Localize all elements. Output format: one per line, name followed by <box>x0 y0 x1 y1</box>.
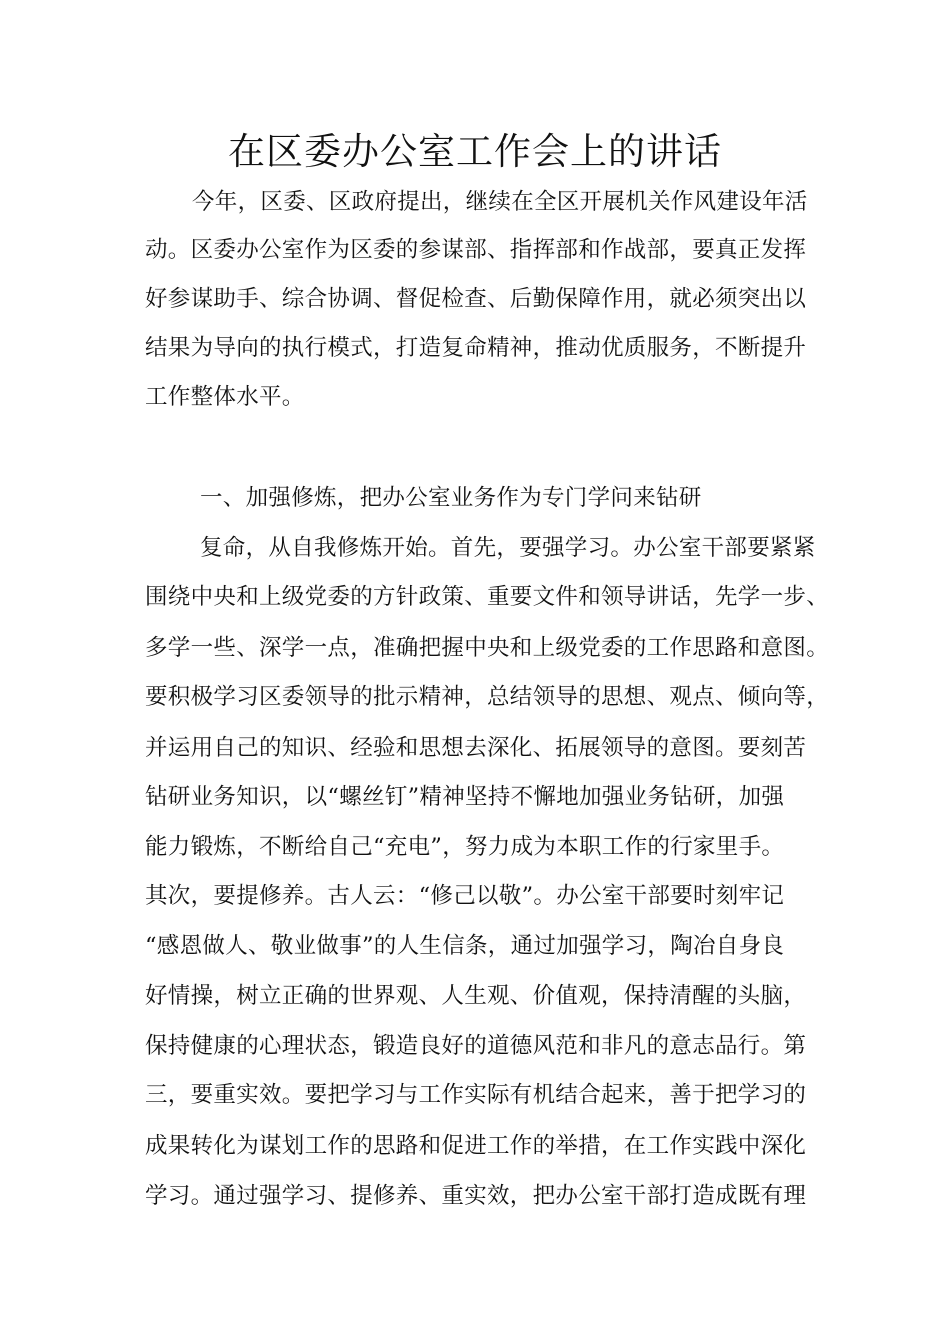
text-line: 并运用自己的知识、经验和思想去深化、拓展领导的意图。要刻苦 <box>145 735 807 761</box>
text-line: 钻研业务知识，以“螺丝钉”精神坚持不懈地加强业务钻研，加强 <box>145 784 785 810</box>
text-line: 复命，从自我修炼开始。首先，要强学习。办公室干部要紧紧 <box>200 535 816 561</box>
section-heading: 一、加强修炼，把办公室业务作为专门学问来钻研 <box>200 485 702 511</box>
text-line: 学习。通过强学习、提修养、重实效，把办公室干部打造成既有理 <box>145 1183 807 1209</box>
text-line: 成果转化为谋划工作的思路和促进工作的举措，在工作实践中深化 <box>145 1133 807 1159</box>
text-line: 其次，要提修养。古人云：“修己以敬”。办公室干部要时刻牢记 <box>145 883 785 909</box>
text-line: 工作整体水平。 <box>145 384 305 410</box>
text-line: 围绕中央和上级党委的方针政策、重要文件和领导讲话，先学一步、 <box>145 584 830 610</box>
text-line: “感恩做人、敬业做事”的人生信条，通过加强学习，陶冶自身良 <box>145 933 785 959</box>
text-line: 保持健康的心理状态，锻造良好的道德风范和非凡的意志品行。第 <box>145 1033 807 1059</box>
text-line: 要积极学习区委领导的批示精神，总结领导的思想、观点、倾向等， <box>145 684 830 710</box>
text-line: 三，要重实效。要把学习与工作实际有机结合起来，善于把学习的 <box>145 1082 807 1108</box>
text-line: 今年，区委、区政府提出，继续在全区开展机关作风建设年活 <box>192 189 808 215</box>
text-line: 好参谋助手、综合协调、督促检查、后勤保障作用，就必须突出以 <box>145 286 807 312</box>
text-line: 能力锻炼，不断给自己“充电”，努力成为本职工作的行家里手。 <box>145 834 785 860</box>
text-line: 结果为导向的执行模式，打造复命精神，推动优质服务，不断提升 <box>145 335 807 361</box>
text-line: 动。区委办公室作为区委的参谋部、指挥部和作战部，要真正发挥 <box>145 237 807 263</box>
document-title: 在区委办公室工作会上的讲话 <box>228 130 722 173</box>
text-line: 好情操，树立正确的世界观、人生观、价值观，保持清醒的头脑， <box>145 983 807 1009</box>
text-line: 多学一些、深学一点，准确把握中央和上级党委的工作思路和意图。 <box>145 635 830 661</box>
